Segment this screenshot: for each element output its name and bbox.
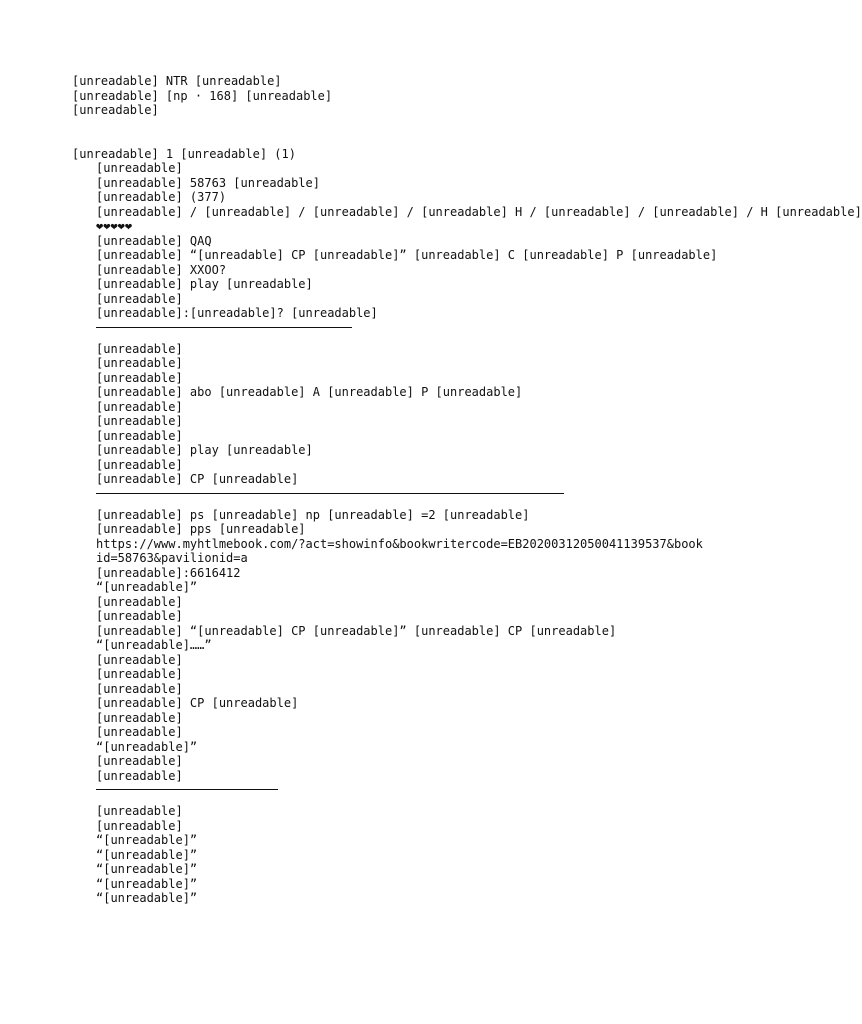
story-line: “[unreadable]”: [96, 739, 198, 754]
quote-line: “[unreadable]”: [96, 847, 198, 862]
header-line-1: [unreadable] NTR [unreadable]: [72, 74, 282, 88]
story-line: [unreadable]: [96, 594, 183, 609]
info-line: ❤❤❤❤❤: [96, 219, 133, 233]
list-item: [unreadable]: [96, 370, 183, 385]
list-item: [unreadable]: [96, 457, 183, 472]
list-item: [unreadable] CP [unreadable]: [96, 472, 299, 486]
list-item: [unreadable]: [96, 414, 183, 428]
divider: [96, 327, 352, 328]
list-item: [unreadable]: [96, 399, 183, 414]
list-item: [unreadable]: [96, 428, 183, 443]
info-line: [unreadable] / [unreadable] / [unreadable] / [unreadable] H / [unreadable] / [unreadable] / H [unreadable]: [96, 204, 862, 219]
spacer: [72, 118, 708, 147]
ps-line-3: [unreadable]:6616412: [96, 565, 241, 580]
chapter-info: [72, 161, 862, 321]
info-line: [unreadable]:[unreadable]? [unreadable]: [96, 306, 378, 320]
info-line: [unreadable]: [96, 161, 183, 175]
story-line: [unreadable] “[unreadable] CP [unreadable]” [unreadable] CP [unreadable]: [96, 623, 617, 638]
story-line: [unreadable]: [96, 681, 183, 696]
book-link[interactable]: https://www.myhtlmebook.com/?act=showinfo&bookwritercode=EB20200312050041139537&bookid=58763&pavilionid=a: [96, 536, 703, 565]
story-line: [unreadable] CP [unreadable]: [96, 696, 299, 710]
info-line: [unreadable]: [96, 291, 183, 306]
header-line-3: [unreadable]: [72, 103, 159, 117]
quote-line: “[unreadable]”: [96, 833, 198, 847]
story-line: [unreadable]: [96, 768, 183, 783]
info-line: [unreadable] play [unreadable]: [96, 277, 313, 291]
item-list: [72, 342, 708, 487]
list-item: [unreadable] play [unreadable]: [96, 443, 313, 457]
info-line: [unreadable] 58763 [unreadable]: [96, 175, 320, 190]
story-line: [unreadable]: [96, 725, 183, 739]
story-line: [unreadable]: [96, 754, 183, 768]
story2-heading: [unreadable]: [96, 804, 183, 818]
story-text: [72, 580, 708, 783]
story-line: [unreadable]: [96, 652, 183, 667]
chapter-title: [unreadable] 1 [unreadable] (1): [72, 146, 296, 161]
list-item: [unreadable]: [96, 356, 183, 370]
ps-line-2: [unreadable] pps [unreadable]: [96, 522, 306, 536]
info-line: [unreadable] “[unreadable] CP [unreadable]” [unreadable] C [unreadable] P [unreadable]: [96, 248, 718, 262]
quote-line: “[unreadable]”: [96, 862, 198, 876]
story2-body: [unreadable]: [96, 818, 183, 833]
info-line: [unreadable] XXOO?: [96, 262, 227, 277]
divider: [96, 493, 564, 494]
ps-line-1: [unreadable] ps [unreadable] np [unreadable] =2 [unreadable]: [96, 507, 530, 522]
story-line: [unreadable]: [96, 667, 183, 681]
info-line: [unreadable] QAQ: [96, 233, 212, 248]
header-line-2: [unreadable] [np · 168] [unreadable]: [72, 88, 333, 103]
story-line: “[unreadable]”: [96, 580, 198, 594]
quote-line: “[unreadable]”: [96, 876, 198, 891]
list-item: [unreadable] abo [unreadable] A [unreadable] P [unreadable]: [96, 385, 523, 399]
story-line: [unreadable]: [96, 710, 183, 725]
info-line: [unreadable] (377): [96, 190, 227, 204]
story-line: “[unreadable]……”: [96, 638, 212, 652]
divider: [96, 789, 278, 790]
story-line: [unreadable]: [96, 609, 183, 623]
quote-list: [72, 833, 708, 906]
list-item: [unreadable]: [96, 341, 183, 356]
quote-line: “[unreadable]”: [96, 891, 198, 905]
